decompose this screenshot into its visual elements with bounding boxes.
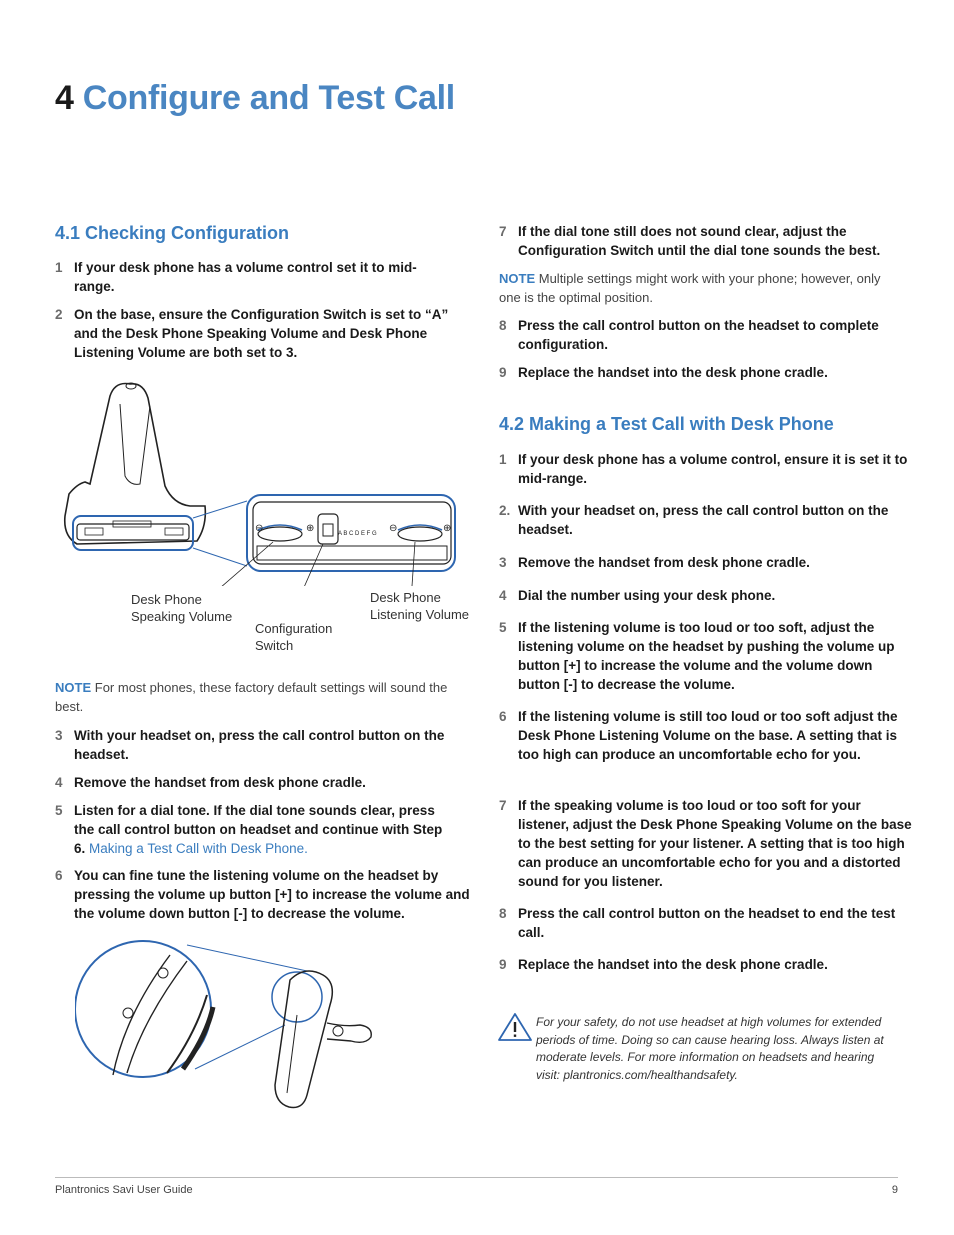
label-listening-volume: Desk Phone Listening Volume bbox=[370, 590, 470, 622]
list-item: 3 With your headset on, press the call control button on the headset. bbox=[55, 728, 445, 762]
headset-diagram bbox=[75, 935, 385, 1115]
svg-text:⊖: ⊖ bbox=[389, 523, 398, 534]
section-heading-test-call: 4.2 Making a Test Call with Desk Phone bbox=[499, 414, 834, 434]
section-heading-checking-configuration: 4.1 Checking Configuration bbox=[55, 223, 290, 243]
list-item: 8 Press the call control button on the headset to complete configuration. bbox=[499, 318, 879, 352]
list-item: 5 Listen for a dial tone. If the dial tone sounds clear, press the call control button on headset and continue with Step 6. Making a Test Call with Desk Phone. bbox=[55, 803, 443, 856]
list-item: 6 If the listening volume is still too loud or too soft adjust the Desk Phone Listening Volume on the base. A setting that is too high can produce an uncomfortable echo for you. bbox=[499, 709, 898, 762]
list-item: 1 If your desk phone has a volume control, ensure it is set it to mid-range. bbox=[499, 452, 908, 486]
list-item: 5 If the listening volume is too loud or too soft, adjust the listening volume on the headset by pushing the volume up button [+] to increase the volume and the volume down button [-] to decrease the volume. bbox=[499, 620, 895, 692]
safety-caution-text: For your safety, do not use headset at high volumes for extended periods of time. Doing so can cause hearing loss. Always listen at moderate levels. For more information on headsets and hearing visit: plantronics.com/healthandsafety. bbox=[536, 1015, 884, 1082]
list-item: 7 If the speaking volume is too loud or too soft for your listener, adjust the Desk Phone Speaking Volume on the base to the best setting for your listener. A setting that is too high can produce an uncomfortable echo for you and a distorted sound for you listener. bbox=[499, 798, 912, 889]
note-optimal-position: NOTE Multiple settings might work with your phone; however, only one is the optimal position. bbox=[499, 271, 881, 305]
svg-text:⊖: ⊖ bbox=[255, 523, 264, 534]
link-making-test-call[interactable]: Making a Test Call with Desk Phone. bbox=[89, 841, 308, 856]
page-number: 9 bbox=[891, 1184, 898, 1196]
warning-icon bbox=[497, 1012, 533, 1042]
list-item: 1 If your desk phone has a volume control set it to mid-range. bbox=[55, 260, 417, 294]
label-speaking-volume: Desk Phone Speaking Volume bbox=[131, 592, 233, 624]
footer-divider bbox=[55, 1177, 898, 1178]
list-item: 3 Remove the handset from desk phone cradle. bbox=[499, 555, 810, 570]
footer-guide-title: Plantronics Savi User Guide bbox=[55, 1184, 193, 1196]
page-title bbox=[55, 76, 455, 120]
svg-text:⊕: ⊕ bbox=[443, 523, 452, 534]
label-configuration-switch: Configuration Switch bbox=[255, 621, 333, 653]
chapter-number: 4 bbox=[55, 79, 74, 117]
list-item: 2. With your headset on, press the call control button on the headset. bbox=[499, 503, 889, 537]
list-item: 8 Press the call control button on the headset to end the test call. bbox=[499, 906, 896, 940]
list-item: 4 Dial the number using your desk phone. bbox=[499, 588, 776, 603]
list-item: 6 You can fine tune the listening volume on the headset by pressing the volume up button [+] to increase the volume and the volume down button [-] to decrease the volume. bbox=[55, 868, 470, 921]
list-item: 7 If the dial tone still does not sound clear, adjust the Configuration Switch until the dial tone sounds the best. bbox=[499, 224, 881, 258]
list-item: 9 Replace the handset into the desk phone cradle. bbox=[499, 365, 828, 380]
list-item: 2 On the base, ensure the Configuration Switch is set to “A” and the Desk Phone Speaking Volume and Desk Phone Listening Volume are both set to 3. bbox=[55, 307, 449, 360]
list-item: 9 Replace the handset into the desk phone cradle. bbox=[499, 957, 828, 972]
list-item: 4 Remove the handset from desk phone cradle. bbox=[55, 775, 366, 790]
svg-text:⊕: ⊕ bbox=[306, 523, 315, 534]
note-default-settings: NOTE For most phones, these factory default settings will sound the best. bbox=[55, 680, 448, 714]
config-switch-letters: A B C D E F G bbox=[338, 531, 377, 537]
base-diagram bbox=[55, 376, 475, 586]
chapter-title: Configure and Test Call bbox=[82, 79, 455, 117]
